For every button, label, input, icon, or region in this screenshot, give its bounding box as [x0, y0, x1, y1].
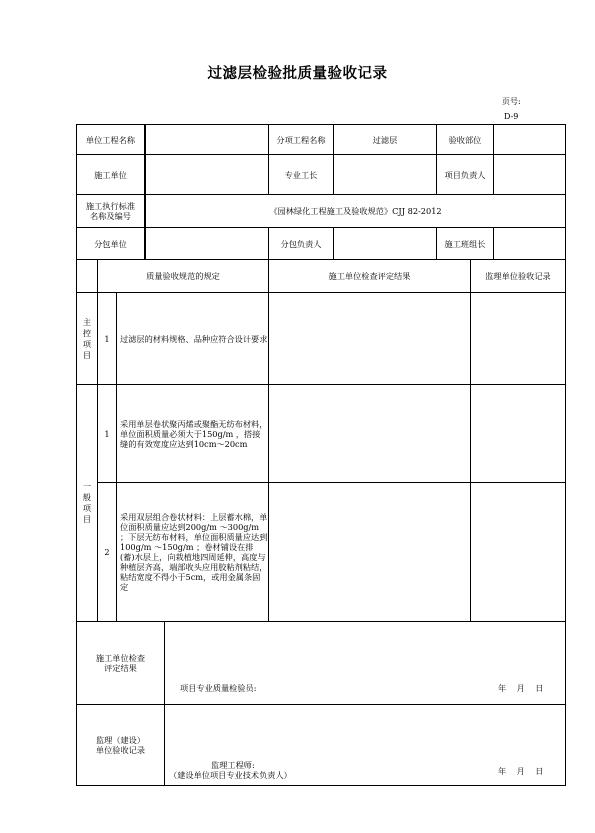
standard-label: [76, 194, 145, 228]
unit-project-value[interactable]: [145, 124, 269, 155]
general-item-2-number: 2: [97, 482, 117, 622]
acceptance-part-value[interactable]: [493, 124, 566, 155]
project-manager-label: 项目负责人: [436, 154, 494, 195]
general-item-2-contractor-result[interactable]: [268, 482, 471, 622]
sub-project-label: 分项工程名称: [268, 124, 334, 155]
column-header-supervisor: 监理单位验收记录: [470, 259, 566, 293]
general-item-label-text: 一般项目: [82, 481, 92, 524]
supervisor-acceptance-label-line-1: 监理（建设）: [95, 735, 146, 745]
general-item-1-supervisor-record[interactable]: [470, 384, 566, 483]
general-item-2-text: 采用双层组合卷状材料：上层蓄水棉，单位面积质量应达到200g/m ～300g/m ；下层无纺布材料，单位面积质量应达到100g/m ～150g/m ；卷材铺设在排(蓄)水层上，向栽植地四周延伸，高度与种植层齐高，端部收头应用胶粘剂粘结，粘结宽度不得小于5cm，或用金属条固定: [116, 482, 269, 622]
foreman-value[interactable]: [333, 154, 437, 195]
sub-manager-label: 分包负责人: [268, 227, 334, 260]
supervisor-date: 年 月 日: [498, 766, 544, 776]
owner-technical-rep-label: （建设单位项目专业技术负责人）: [169, 770, 292, 780]
column-header-spec: 质量验收规范的规定: [97, 259, 269, 293]
corner-blank-cell: [76, 259, 98, 293]
subcontractor-label: 分包单位: [76, 227, 145, 260]
main-item-number: 1: [97, 292, 117, 385]
main-item-text: 过滤层的材料规格、品种应符合设计要求: [116, 292, 269, 385]
supervisor-acceptance-label-line-2: 单位验收记录: [95, 745, 146, 755]
team-leader-value[interactable]: [493, 227, 566, 260]
main-control-label-text: 主控项目: [82, 316, 92, 360]
general-item-1-number: 1: [97, 384, 117, 483]
team-leader-label: 施工班组长: [436, 227, 494, 260]
sub-project-value[interactable]: 过滤层: [333, 124, 437, 155]
main-control-label: [76, 292, 98, 385]
subcontractor-value[interactable]: [145, 227, 269, 260]
page-title: 过滤层检验批质量验收记录: [207, 65, 388, 82]
supervising-engineer-label: 监理工程师:: [211, 760, 255, 770]
general-item-label: [76, 384, 98, 622]
column-header-contractor: 施工单位检查评定结果: [268, 259, 471, 293]
general-item-2-supervisor-record[interactable]: [470, 482, 566, 622]
standard-label-line-2: 名称及编号: [90, 211, 131, 221]
sub-manager-value[interactable]: [333, 227, 437, 260]
project-manager-value[interactable]: [493, 154, 566, 195]
quality-inspector-label: 项目专业质量检验员:: [180, 683, 257, 693]
contractor-evaluation-label-line-1: 施工单位检查: [95, 653, 146, 663]
construction-unit-value[interactable]: [145, 154, 269, 195]
standard-value[interactable]: 《园林绿化工程施工及验收规范》CJJ 82-2012: [145, 194, 566, 228]
page-number-label: 页号:: [502, 97, 521, 106]
construction-unit-label: 施工单位: [76, 154, 145, 195]
contractor-evaluation-label: [76, 621, 165, 705]
unit-project-label: 单位工程名称: [76, 124, 145, 155]
foreman-label: 专业工长: [268, 154, 334, 195]
general-item-1-text: 采用单层卷状聚丙烯或聚酯无纺布材料，单位面积质量必须大于150g/m ，搭接缝的有效宽度应达到10cm～20cm: [116, 384, 269, 483]
acceptance-part-label: 验收部位: [436, 124, 494, 155]
contractor-date: 年 月 日: [498, 683, 544, 693]
supervisor-acceptance-label: [76, 704, 165, 786]
general-item-1-contractor-result[interactable]: [268, 384, 471, 483]
standard-label-line-1: 施工执行标准: [85, 201, 136, 211]
main-item-contractor-result[interactable]: [268, 292, 471, 385]
contractor-evaluation-label-line-2: 评定结果: [104, 663, 137, 673]
main-item-supervisor-record[interactable]: [470, 292, 566, 385]
document-number: D-9: [504, 112, 519, 121]
